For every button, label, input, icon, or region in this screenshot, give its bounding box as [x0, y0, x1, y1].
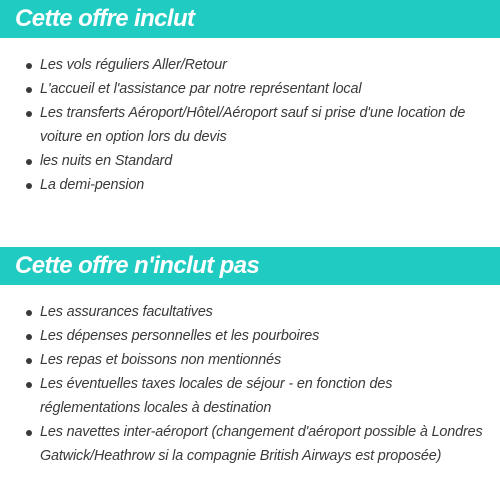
excluded-item-text: Les assurances facultatives — [40, 304, 213, 320]
included-item-text: La demi-pension — [40, 177, 145, 193]
included-section-header — [0, 0, 500, 38]
bullet-icon — [26, 63, 32, 69]
excluded-item — [0, 348, 500, 372]
excluded-items-list — [0, 300, 500, 468]
included-item — [0, 149, 500, 173]
excluded-item-text: Les dépenses personnelles et les pourboires — [40, 328, 320, 344]
bullet-icon — [26, 382, 32, 388]
bullet-icon — [26, 310, 32, 316]
included-item-text: les nuits en Standard — [40, 153, 173, 169]
excluded-item-text: Les éventuelles taxes locales de séjour - en fonction des réglementations locales à destination — [40, 376, 393, 416]
bullet-icon — [26, 87, 32, 93]
included-section-title: Cette offre inclut — [15, 5, 195, 32]
bullet-icon — [26, 334, 32, 340]
bullet-icon — [26, 430, 32, 436]
included-item — [0, 53, 500, 77]
excluded-item — [0, 372, 500, 420]
included-item-text: Les transferts Aéroport/Hôtel/Aéroport sauf si prise d'une location de voiture en option lors du devis — [40, 105, 466, 145]
excluded-item-text: Les repas et boissons non mentionnés — [40, 352, 281, 368]
bullet-icon — [26, 183, 32, 189]
excluded-section-title: Cette offre n'inclut pas — [15, 252, 260, 279]
included-item — [0, 101, 500, 149]
excluded-item-text: Les navettes inter-aéroport (changement d'aéroport possible à Londres Gatwick/Heathrow si la compagnie British Airways est proposée) — [40, 424, 483, 464]
excluded-section-header — [0, 247, 500, 285]
bullet-icon — [26, 159, 32, 165]
included-item-text: L'accueil et l'assistance par notre représentant local — [40, 81, 362, 97]
bullet-icon — [26, 358, 32, 364]
included-item-text: Les vols réguliers Aller/Retour — [40, 57, 227, 73]
excluded-item — [0, 300, 500, 324]
excluded-item — [0, 324, 500, 348]
bullet-icon — [26, 111, 32, 117]
included-items-list — [0, 53, 500, 197]
included-item — [0, 77, 500, 101]
excluded-item — [0, 420, 500, 468]
included-item — [0, 173, 500, 197]
